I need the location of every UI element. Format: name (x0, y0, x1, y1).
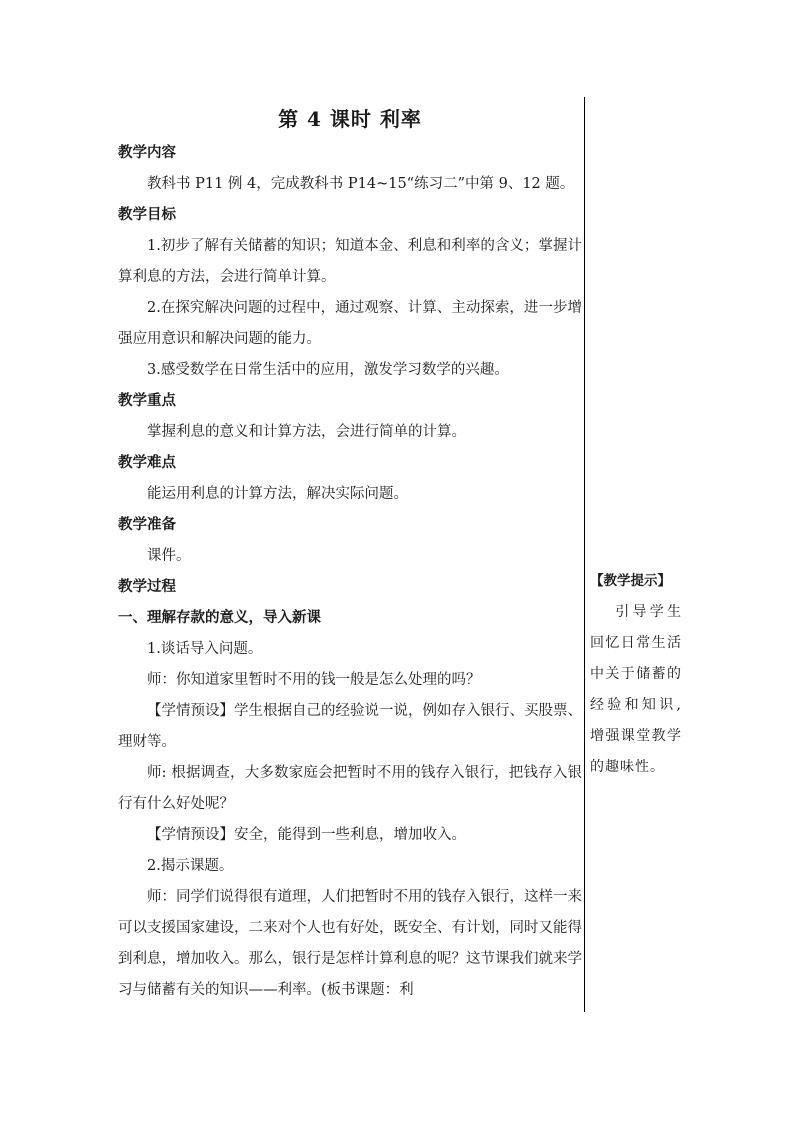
process-para-4: 师: 根据调查，大多数家庭会把暂时不用的钱存入银行，把钱存入银行有什么好处呢？ (118, 765, 582, 812)
goal-para-3: 3.感受数学在日常生活中的应用，激发学习数学的兴趣。 (147, 362, 509, 378)
section-heading-process: 教学过程 (118, 579, 176, 595)
sidebar-heading: 【教学提示】 (590, 573, 671, 589)
section-heading-content: 教学内容 (118, 145, 176, 161)
goal-para-1: 1.初步了解有关储蓄的知识；知道本金、利息和利率的含义；掌握计算利息的方法，会进行简单计算。 (118, 238, 582, 285)
process-para-2: 师：你知道家里暂时不用的钱一般是怎么处理的吗？ (147, 672, 481, 688)
page-title: 第 4 课时 利率 (278, 107, 422, 131)
section-heading-goals: 教学目标 (118, 207, 176, 223)
prep-para: 课件。 (147, 548, 191, 564)
process-para-7: 师：同学们说得很有道理，人们把暂时不用的钱存入银行，这样一来可以支援国家建设，二来对个人也有好处，既安全、有计划，同时又能得到利息，增加收入。那么，银行是怎样计算利息的呢？这节课我们就来学习与储蓄有关的知识——利率。(板书课题：利 (118, 889, 582, 998)
goal-para-2: 2.在探究解决问题的过程中，通过观察、计算、主动探索，进一步增强应用意识和解决问题的能力。 (118, 300, 582, 347)
process-para-5: 【学情预设】安全，能得到一些利息，增加收入。 (147, 827, 466, 843)
main-column (118, 104, 582, 1006)
process-para-6: 2.揭示课题。 (147, 858, 234, 874)
content-para: 教科书 P11 例 4，完成教科书 P14~15“练习二”中第 9、12 题。 (147, 176, 575, 192)
difficulty-para: 能运用利息的计算方法，解决实际问题。 (147, 486, 408, 502)
sidebar-tip (590, 566, 682, 783)
sidebar-body: 引导学生回忆日常生活中关于储蓄的经验和知识,增强课堂教学的趣味性。 (590, 604, 682, 775)
key-para: 掌握利息的意义和计算方法，会进行简单的计算。 (147, 424, 466, 440)
section-heading-difficulty: 教学难点 (118, 455, 176, 471)
subsection-heading-1: 一、理解存款的意义，导入新课 (118, 610, 321, 626)
process-para-1: 1.谈话导入问题。 (147, 641, 263, 657)
section-heading-key: 教学重点 (118, 393, 176, 409)
process-para-3: 【学情预设】学生根据自己的经验说一说，例如存入银行、买股票、理财等。 (118, 703, 582, 750)
section-heading-prep: 教学准备 (118, 517, 176, 533)
column-divider (584, 97, 585, 1012)
